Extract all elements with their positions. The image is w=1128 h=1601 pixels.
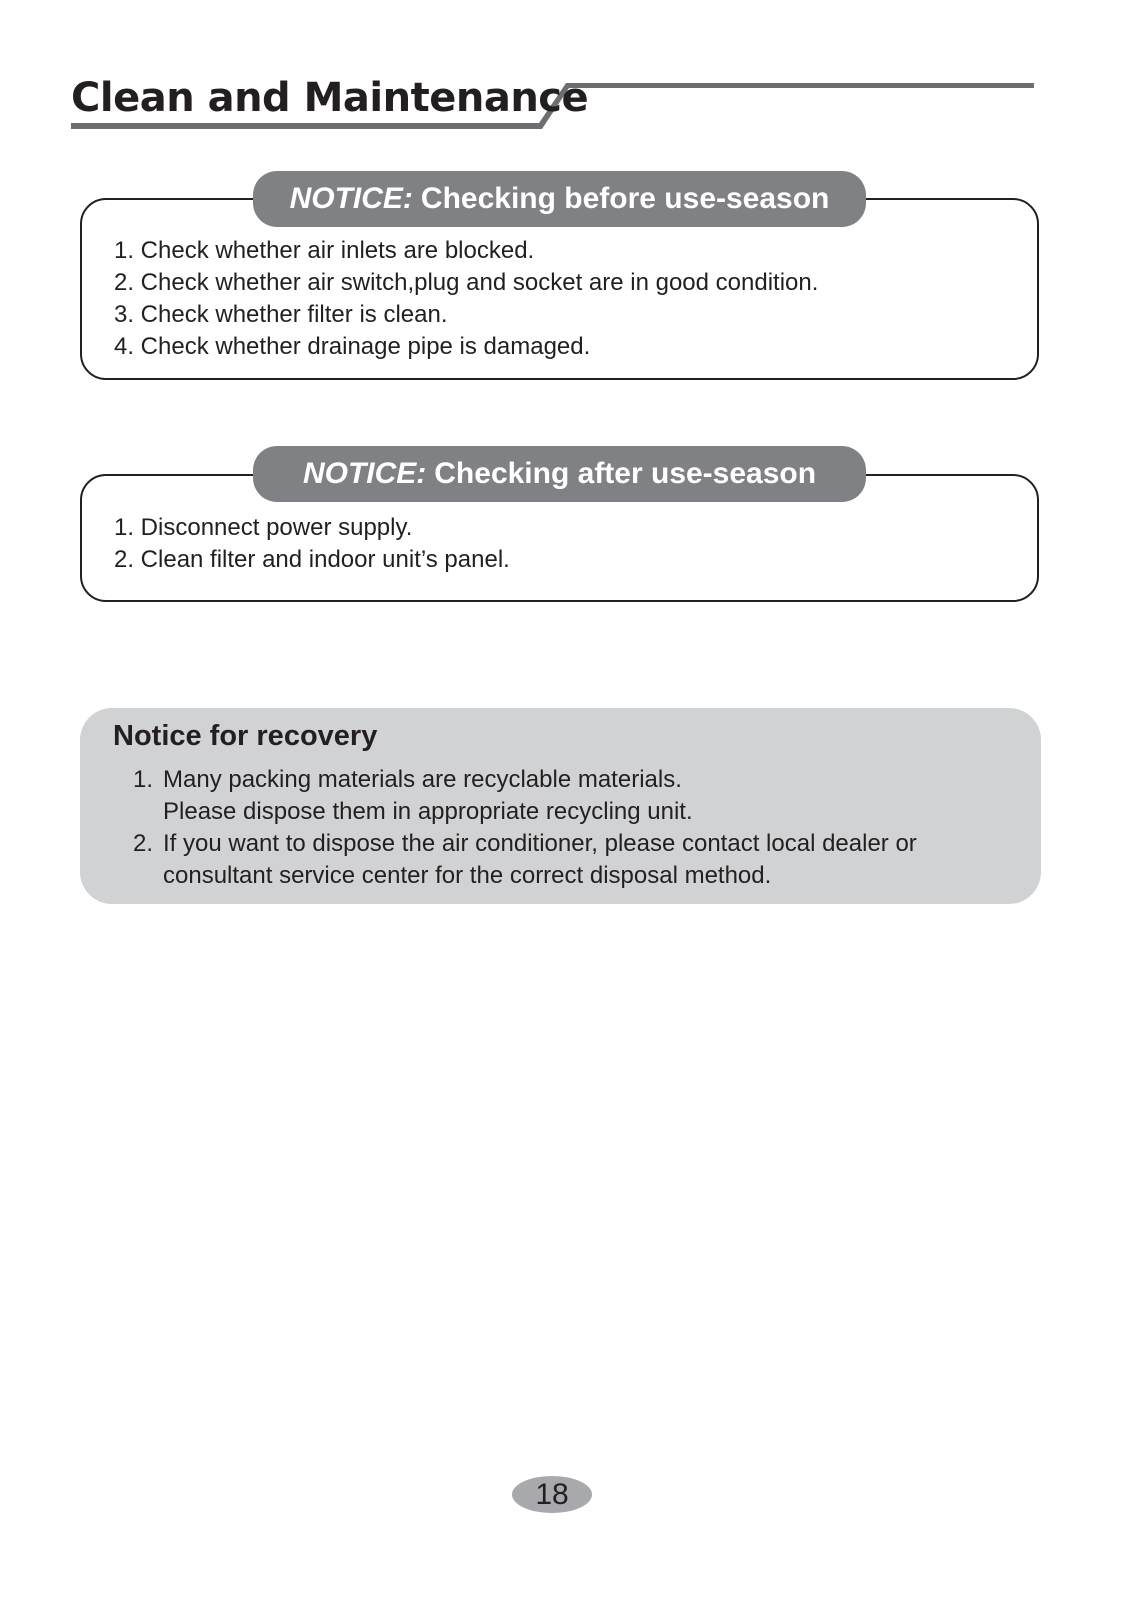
recovery-panel (80, 708, 1041, 904)
notice-label: NOTICE: (289, 182, 413, 215)
list-item: 2. Check whether air switch,plug and socket are in good condition. (114, 269, 819, 296)
page-number: 18 (512, 1476, 592, 1513)
page-title: Clean and Maintenance (71, 75, 589, 121)
list-item: 1. Disconnect power supply. (114, 514, 413, 541)
notice-after-heading (253, 446, 866, 502)
notice-before-list (114, 235, 818, 363)
list-item-line: Many packing materials are recyclable materials. (163, 766, 682, 793)
list-item: 1. Check whether air inlets are blocked. (114, 237, 535, 264)
list-item: 3. Check whether filter is clean. (114, 301, 448, 328)
list-item: 2. Clean filter and indoor unit’s panel. (114, 546, 510, 573)
recovery-title: Notice for recovery (113, 720, 378, 752)
page-header (0, 0, 1128, 140)
notice-title: Checking before use-season (420, 182, 830, 215)
recovery-list (133, 764, 917, 892)
notice-label: NOTICE: (302, 457, 427, 490)
list-item-line: Please dispose them in appropriate recycling unit. (163, 798, 693, 825)
list-item-line: If you want to dispose the air conditioner, please contact local dealer or (163, 830, 917, 857)
list-item-line: consultant service center for the correct disposal method. (163, 862, 772, 889)
list-item-number: 1. (133, 766, 154, 793)
notice-title: Checking after use-season (434, 457, 817, 490)
notice-before-heading (253, 171, 866, 227)
list-item (133, 764, 917, 828)
list-item: 4. Check whether drainage pipe is damaged. (114, 333, 591, 360)
list-item (133, 828, 917, 892)
notice-after-list (114, 512, 510, 576)
list-item-number: 2. (133, 830, 154, 857)
